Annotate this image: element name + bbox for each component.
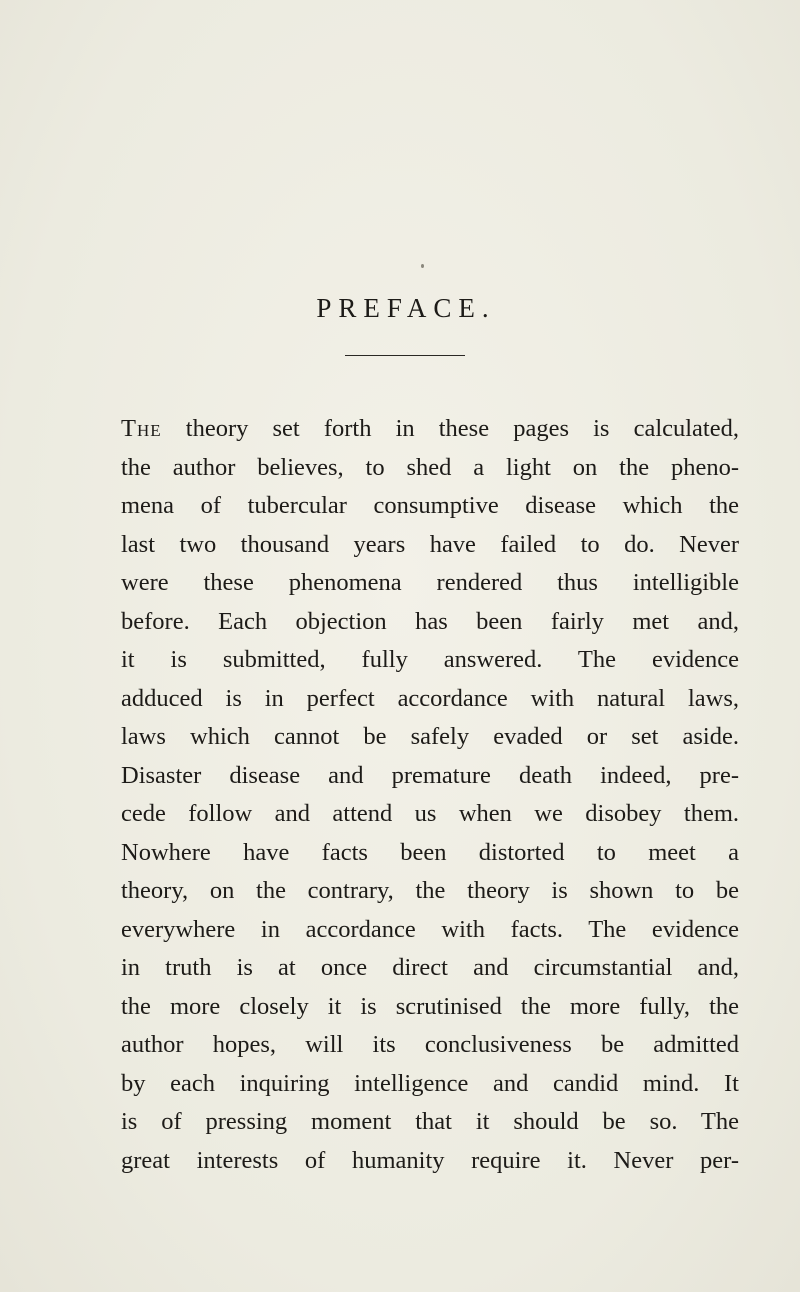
page-title: PREFACE. bbox=[316, 293, 496, 323]
paragraph-line: before. Each objection has been fairly met and, bbox=[121, 607, 739, 635]
paragraph-line: laws which cannot be safely evaded or set aside. bbox=[121, 723, 739, 750]
paragraph-line: Disaster disease and premature death indeed, pre- bbox=[121, 761, 739, 789]
paragraph-line: the author believes, to shed a light on the pheno- bbox=[121, 453, 739, 481]
paragraph-line: everywhere in accordance with facts. The evidence bbox=[121, 915, 739, 943]
preface-paragraph bbox=[121, 410, 739, 1180]
paragraph-line: mena of tubercular consumptive disease which the bbox=[121, 492, 739, 519]
paragraph-line: last two thousand years have failed to do. Never bbox=[121, 530, 739, 558]
paragraph-line: the more closely it is scrutinised the more fully, the bbox=[121, 992, 739, 1020]
paragraph-line: theory, on the contrary, the theory is shown to be bbox=[121, 877, 739, 904]
paragraph-line: Nowhere have facts been distorted to meet a bbox=[121, 838, 739, 866]
paragraph-line: author hopes, will its conclusiveness be admitted bbox=[121, 1031, 739, 1058]
paragraph-line: it is submitted, fully answered. The evidence bbox=[121, 646, 739, 673]
paragraph-line: by each inquiring intelligence and candid mind. It bbox=[121, 1069, 739, 1097]
paragraph-line: cede follow and attend us when we disobey them. bbox=[121, 800, 739, 827]
paragraph-line: were these phenomena rendered thus intelligible bbox=[121, 569, 739, 596]
title-rule bbox=[345, 355, 465, 356]
paragraph-line: in truth is at once direct and circumstantial and, bbox=[121, 954, 739, 981]
ink-speck bbox=[421, 264, 424, 268]
paragraph-line: adduced is in perfect accordance with natural laws, bbox=[121, 684, 739, 712]
first-word: The bbox=[121, 415, 162, 442]
line-text: theory set forth in these pages is calculated, bbox=[161, 415, 739, 442]
paragraph-line: is of pressing moment that it should be so. The bbox=[121, 1108, 739, 1135]
paragraph-line: great interests of humanity require it. Never per- bbox=[121, 1146, 739, 1174]
paragraph-line bbox=[121, 410, 739, 449]
